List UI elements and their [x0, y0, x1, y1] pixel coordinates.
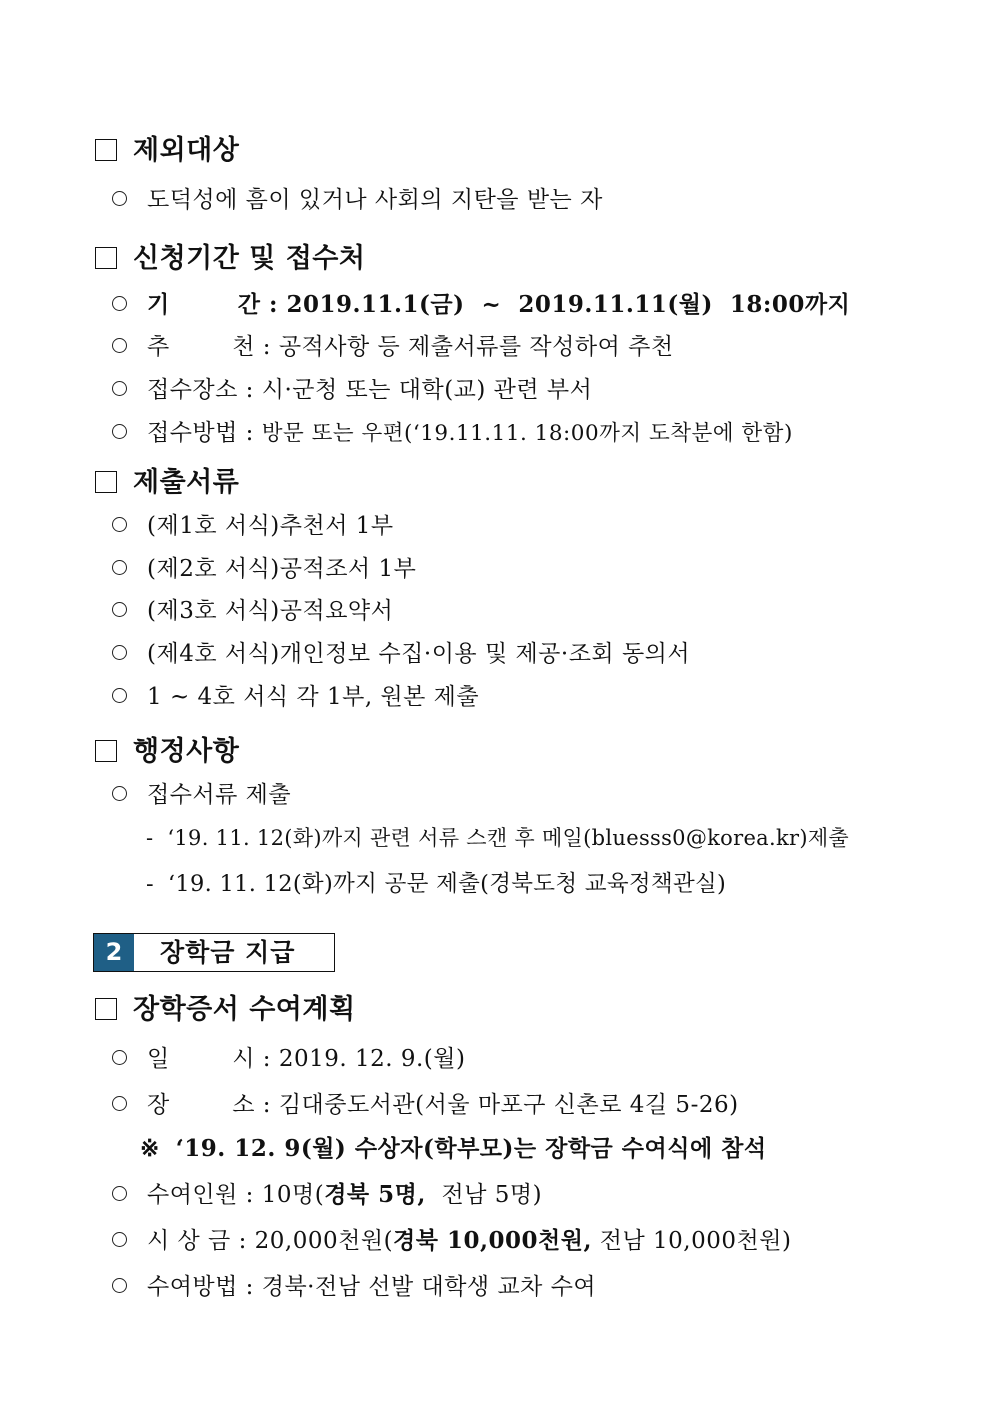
bullet-item — [112, 592, 393, 625]
bullet-text: (제1호 서식)추천서 1부 — [147, 513, 394, 539]
colon: : — [260, 291, 287, 318]
bullet-recipients — [112, 1176, 542, 1209]
checkbox-square-icon — [95, 998, 117, 1020]
bullet-text: (제3호 서식)공적요약서 — [147, 598, 394, 624]
bullet-value: 10명( — [261, 1182, 325, 1208]
section-title: 장학금 지급 — [160, 938, 296, 967]
colon: : — [254, 1092, 279, 1118]
bullet-value: 공적사항 등 제출서류를 작성하여 추천 — [278, 334, 674, 360]
bullet-item — [112, 776, 291, 809]
circle-bullet-icon — [112, 1278, 127, 1293]
dash-marker: - — [146, 826, 154, 850]
bullet-value: 2019. 12. 9.(월) — [278, 1046, 466, 1072]
bullet-text: 접수서류 제출 — [147, 782, 292, 808]
bullet-text: 도덕성에 흠이 있거나 사회의 지탄을 받는 자 — [147, 187, 603, 213]
checkbox-square-icon — [95, 139, 117, 161]
bullet-label: 일 시 — [147, 1046, 255, 1072]
heading-text: 행정사항 — [133, 736, 240, 767]
bullet-venue — [112, 1086, 739, 1119]
bullet-method — [112, 414, 793, 447]
bullet-value: 김대중도서관(서울 마포구 신촌로 4길 5-26) — [278, 1092, 739, 1118]
circle-bullet-icon — [112, 381, 127, 396]
section-banner — [93, 933, 335, 972]
colon: : — [254, 334, 279, 360]
bullet-label: 접수장소 — [147, 377, 238, 403]
heading-exclusion — [95, 128, 239, 167]
colon: : — [237, 1182, 262, 1208]
circle-bullet-icon — [112, 338, 127, 353]
dash-item — [146, 866, 726, 898]
circle-bullet-icon — [112, 560, 127, 575]
bullet-value: 방문 또는 우편(‘19.11.11. 18:00까지 도착분에 한함) — [261, 421, 793, 446]
heading-text: 제외대상 — [133, 135, 240, 166]
bullet-value-bold: 경북 5명, — [324, 1181, 426, 1208]
bullet-recommend — [112, 328, 674, 361]
heading-application — [95, 236, 365, 275]
heading-text: 제출서류 — [133, 467, 240, 498]
heading-text: 신청기간 및 접수처 — [133, 243, 366, 274]
bullet-place — [112, 371, 592, 404]
circle-bullet-icon — [112, 1186, 127, 1201]
colon: : — [237, 377, 262, 403]
dash-item — [146, 822, 849, 852]
bullet-item — [112, 678, 479, 711]
bullet-value: 2019.11.1(금) ~ 2019.11.11(월) 18:00까지 — [286, 291, 851, 318]
circle-bullet-icon — [112, 191, 127, 206]
section-number: 2 — [94, 934, 134, 971]
bullet-value: 전남 5명) — [425, 1182, 543, 1208]
circle-bullet-icon — [112, 1232, 127, 1247]
circle-bullet-icon — [112, 1050, 127, 1065]
bullet-item — [112, 550, 416, 583]
checkbox-square-icon — [95, 471, 117, 493]
bullet-date — [112, 1040, 465, 1073]
bullet-label: 기 간 — [147, 291, 261, 318]
colon: : — [237, 1274, 262, 1300]
heading-award-plan — [95, 987, 356, 1026]
circle-bullet-icon — [112, 602, 127, 617]
note-text: ‘19. 12. 9(월) 수상자(학부모)는 장학금 수여식에 참석 — [175, 1135, 767, 1162]
heading-text: 장학증서 수여계획 — [133, 994, 356, 1025]
bullet-label: 시 상 금 — [147, 1228, 231, 1254]
bullet-item — [112, 635, 690, 668]
checkbox-square-icon — [95, 740, 117, 762]
bullet-item — [112, 507, 394, 540]
bullet-prize — [112, 1222, 791, 1255]
dash-text: ‘19. 11. 12(화)까지 공문 제출(경북도청 교육정책관실) — [167, 871, 727, 897]
bullet-text: (제4호 서식)개인정보 수집·이용 및 제공·조회 동의서 — [147, 641, 691, 667]
circle-bullet-icon — [112, 424, 127, 439]
circle-bullet-icon — [112, 517, 127, 532]
circle-bullet-icon — [112, 296, 127, 311]
bullet-text: (제2호 서식)공적조서 1부 — [147, 556, 417, 582]
reference-mark: ※ — [140, 1135, 160, 1162]
bullet-value: 전남 10,000천원) — [591, 1228, 792, 1254]
bullet-value: 20,000천원( — [254, 1228, 394, 1254]
circle-bullet-icon — [112, 1096, 127, 1111]
bullet-label: 수여인원 — [147, 1182, 238, 1208]
heading-documents — [95, 460, 239, 499]
bullet-label: 접수방법 — [147, 420, 238, 446]
circle-bullet-icon — [112, 786, 127, 801]
colon: : — [237, 420, 262, 446]
dash-marker: - — [146, 871, 154, 897]
bullet-value: 시·군청 또는 대학(교) 관련 부서 — [261, 377, 593, 403]
heading-administration — [95, 729, 239, 768]
bullet-label: 수여방법 — [147, 1274, 238, 1300]
bullet-award-method — [112, 1268, 596, 1301]
bullet-item — [112, 181, 603, 214]
circle-bullet-icon — [112, 645, 127, 660]
bullet-value-bold: 경북 10,000천원, — [393, 1227, 592, 1254]
bullet-value: 경북·전남 선발 대학생 교차 수여 — [261, 1274, 597, 1300]
dash-text: ‘19. 11. 12(화)까지 관련 서류 스캔 후 메일(bluesss0@korea.kr)제출 — [167, 826, 849, 850]
bullet-period — [112, 286, 850, 319]
bullet-text: 1 ~ 4호 서식 각 1부, 원본 제출 — [147, 684, 480, 710]
bullet-label: 추 천 — [147, 334, 255, 360]
bullet-label: 장 소 — [147, 1092, 255, 1118]
checkbox-square-icon — [95, 247, 117, 269]
circle-bullet-icon — [112, 688, 127, 703]
colon: : — [254, 1046, 279, 1072]
note-line — [140, 1130, 767, 1163]
colon: : — [230, 1228, 255, 1254]
